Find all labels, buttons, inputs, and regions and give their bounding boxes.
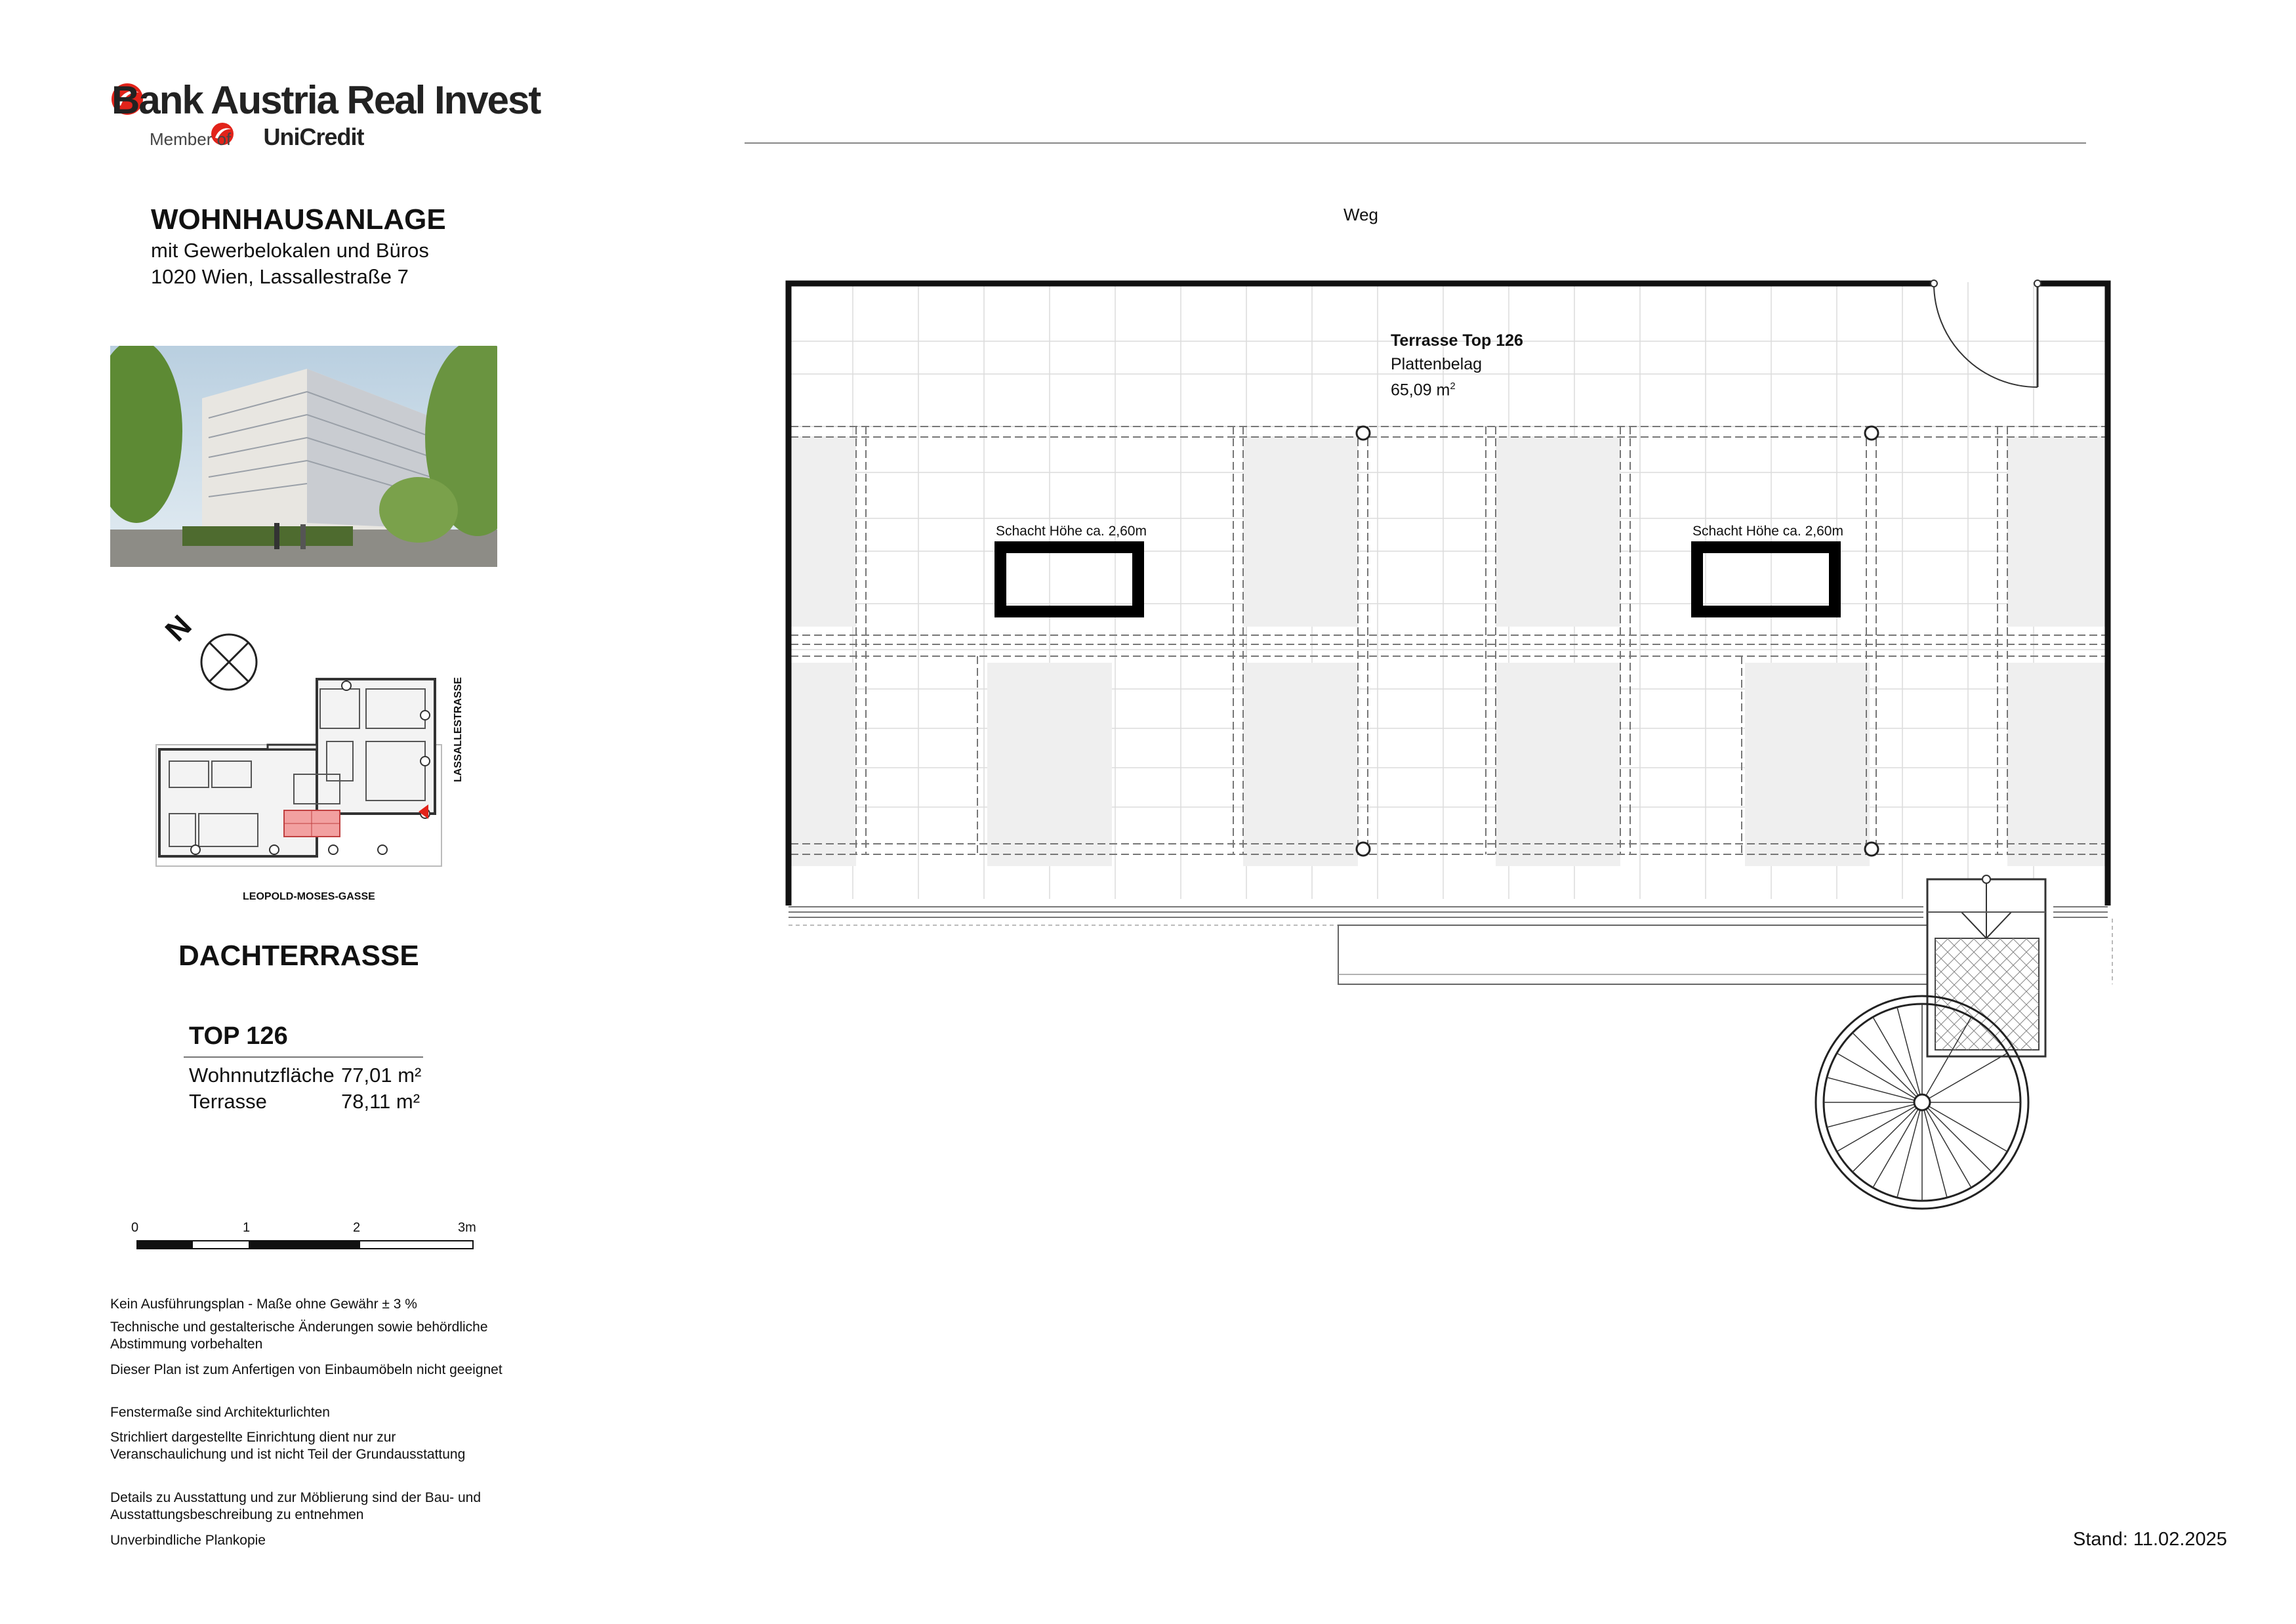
key-plan	[150, 676, 445, 873]
plan-date: Stand: 11.02.2025	[2073, 1529, 2227, 1550]
subtitle-line-1: mit Gewerbelokalen und Büros	[151, 239, 429, 262]
subtitle-line-2: 1020 Wien, Lassallestraße 7	[151, 265, 409, 288]
company-name: Bank Austria Real Invest	[112, 78, 541, 122]
scale-tick-1: 1	[243, 1220, 251, 1235]
terrace-info	[1391, 354, 1482, 401]
path-label: Weg	[1343, 205, 1378, 224]
member-brand: UniCredit	[263, 123, 364, 150]
top-divider-line	[745, 142, 2086, 144]
building-rendering-image	[110, 346, 497, 567]
area-label-living: Wohnnutzfläche	[189, 1064, 335, 1087]
terrace-title: Terrasse Top 126	[1391, 331, 1523, 350]
note-4: Fenstermaße sind Architekturlichten	[110, 1405, 330, 1420]
scale-tick-3: 3m	[458, 1220, 476, 1235]
terrace-area-number: 65,09 m	[1391, 381, 1450, 400]
area-value-living: 77,01 m²	[341, 1064, 422, 1087]
note-5: Strichliert dargestellte Einrichtung dient nur zur Veranschaulichung und ist nicht Teil der Grundausstattung	[110, 1430, 466, 1462]
shaft-label-right: Schacht Höhe ca. 2,60m	[1692, 524, 1843, 539]
project-title: WOHNHAUSANLAGE	[151, 203, 446, 236]
note-7: Unverbindliche Plankopie	[110, 1533, 266, 1548]
floor-title: DACHTERRASSE	[178, 940, 419, 972]
terrace-surface: Plattenbelag	[1391, 355, 1483, 373]
note-2: Technische und gestalterische Änderungen sowie behördliche Abstimmung vorbehalten	[110, 1320, 488, 1352]
scale-tick-0: 0	[131, 1220, 139, 1235]
note-1: Kein Ausführungsplan - Maße ohne Gewähr ± 3 %	[110, 1297, 417, 1312]
area-value-terrace: 78,11 m²	[341, 1090, 420, 1113]
terrace-area-unit: 2	[1450, 381, 1456, 392]
note-6: Details zu Ausstattung und zur Möblierung sind der Bau- und Ausstattungsbeschreibung zu entnehmen	[110, 1490, 482, 1522]
area-label-terrace: Terrasse	[189, 1090, 267, 1113]
shaft-label-left: Schacht Höhe ca. 2,60m	[996, 524, 1147, 539]
scale-tick-2: 2	[353, 1220, 361, 1235]
floor-plan	[774, 269, 2125, 1227]
note-3: Dieser Plan ist zum Anfertigen von Einbaumöbeln nicht geeignet	[110, 1362, 502, 1377]
street-label-bottom: LEOPOLD-MOSES-GASSE	[243, 891, 375, 902]
member-prefix: Member of	[150, 129, 232, 149]
member-line	[150, 123, 364, 151]
scale-bar	[131, 1220, 479, 1260]
terrace-area	[1391, 375, 1482, 401]
project-subtitle	[151, 238, 429, 290]
unit-divider	[184, 1056, 423, 1058]
unit-name: TOP 126	[189, 1022, 288, 1050]
north-label: N	[158, 608, 198, 648]
scale-bar-graphic	[136, 1240, 474, 1249]
street-label-right: LASSALLESTRASSE	[453, 677, 464, 782]
